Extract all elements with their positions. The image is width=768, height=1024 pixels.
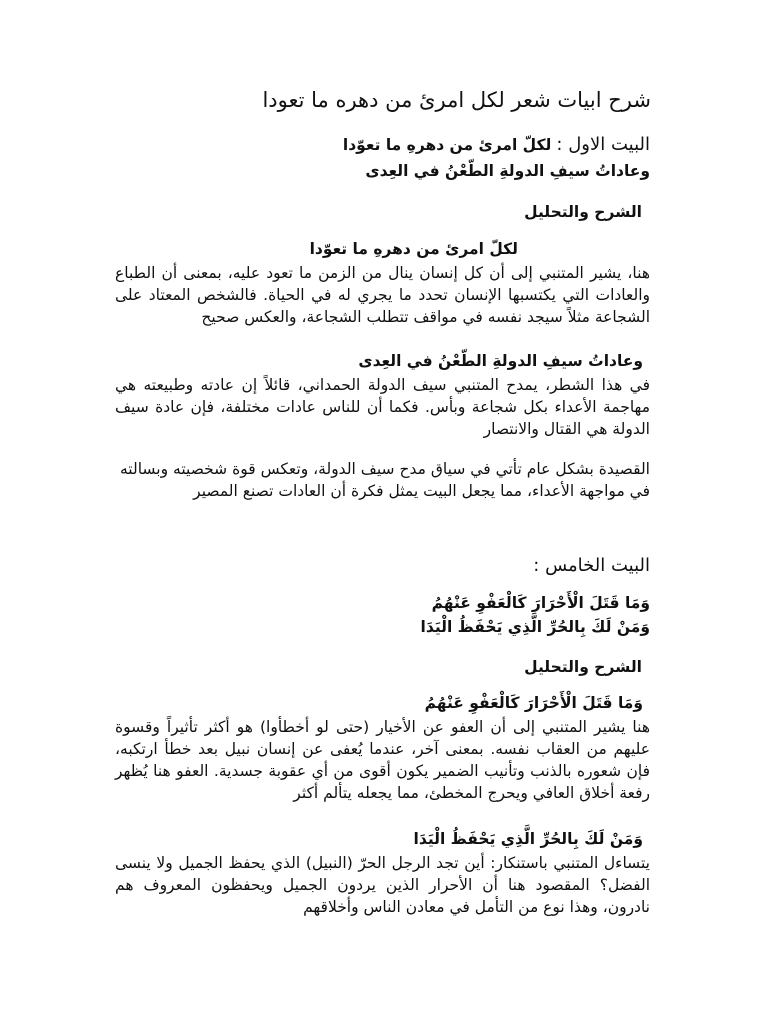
fifth-verse-hemistich-1: وَمَا قَتَلَ الْأَحْرَارَ كَالْعَفْوِ عَنْهُمُ <box>431 594 650 612</box>
document-title: شرح ابيات شعر لكل امرئ من دهره ما تعودا <box>262 88 651 112</box>
first-analysis-heading: الشرح والتحليل <box>524 203 642 221</box>
fifth-part2-explanation: يتساءل المتنبي باستنكار: أين تجد الرجل الحرّ (النبيل) الذي يحفظ الجميل ولا ينسى الفضل؟ المقصود هنا أن الأحرار الذين يردون الجميل ويحفظون المعروف هم نادرون، وهذا نوع من التأمل في معادن الناس وأخلاقهم <box>115 854 650 916</box>
fifth-verse-hemistich-2: وَمَنْ لَكَ بِالحُرِّ الَّذِي يَحْفَظُ الْيَدَا <box>420 618 650 636</box>
first-verse-hemistich-1: لكلّ امرئ من دهرهِ ما تعوّدا <box>342 136 552 154</box>
first-part2-explanation: في هذا الشطر، يمدح المتنبي سيف الدولة الحمداني، قائلاً إن عادته وطبيعته هي مهاجمة الأعداء بكل شجاعة وبأس. فكما أن للناس عادات مختلفة، فإن عادة سيف الدولة هي القتال والانتصار <box>115 376 650 438</box>
fifth-part2-quote: وَمَنْ لَكَ بِالحُرِّ الَّذِي يَحْفَظُ الْيَدَا <box>413 830 643 848</box>
fifth-part1-quote: وَمَا قَتَلَ الْأَحْرَارَ كَالْعَفْوِ عَنْهُمُ <box>424 694 643 712</box>
first-part2-quote: وعاداتُ سيفِ الدولةِ الطّعْنُ في العِدى <box>358 352 643 370</box>
fifth-verse-label: البيت الخامس : <box>533 555 650 576</box>
first-part1-quote: لكلّ امرئ من دهرهِ ما تعوّدا <box>309 240 518 258</box>
first-part1-explanation: هنا، يشير المتنبي إلى أن كل إنسان ينال من الزمن ما تعود عليه، بمعنى أن الطباع والعادات التي يكتسبها الإنسان تحدد ما يجري له في الحياة. فالشخص المعتاد على الشجاعة مثلاً سيجد نفسه في مواقف تتطلب الشجاعة، والعكس صحيح <box>115 264 650 326</box>
first-verse-hemistich-2: وعاداتُ سيفِ الدولةِ الطّعْنُ في العِدى <box>365 162 650 180</box>
fifth-part1-explanation: هنا يشير المتنبي إلى أن العفو عن الأخيار (حتى لو أخطأوا) هو أكثر تأثيراً وقسوة عليهم من العقاب نفسه. بمعنى آخر، عندما يُعفى عن إنسان نبيل بعد خطأ ارتكبه، فإن شعوره بالذنب وتأنيب الضمير يكون أقوى من أي عقوبة جسدية. العفو هنا يُظهر رفعة أخلاق العافي ويحرج المخطئ، مما يجعله يتألم أكثر <box>115 718 650 802</box>
first-verse-line <box>343 134 650 155</box>
first-verse-summary: القصيدة بشكل عام تأتي في سياق مدح سيف الدولة، وتعكس قوة شخصيته وبسالته في مواجهة الأعداء، مما يجعل البيت يمثل فكرة أن العادات تصنع المصير <box>120 460 650 500</box>
first-verse-label: البيت الاول : <box>556 134 650 155</box>
fifth-analysis-heading: الشرح والتحليل <box>524 658 642 676</box>
